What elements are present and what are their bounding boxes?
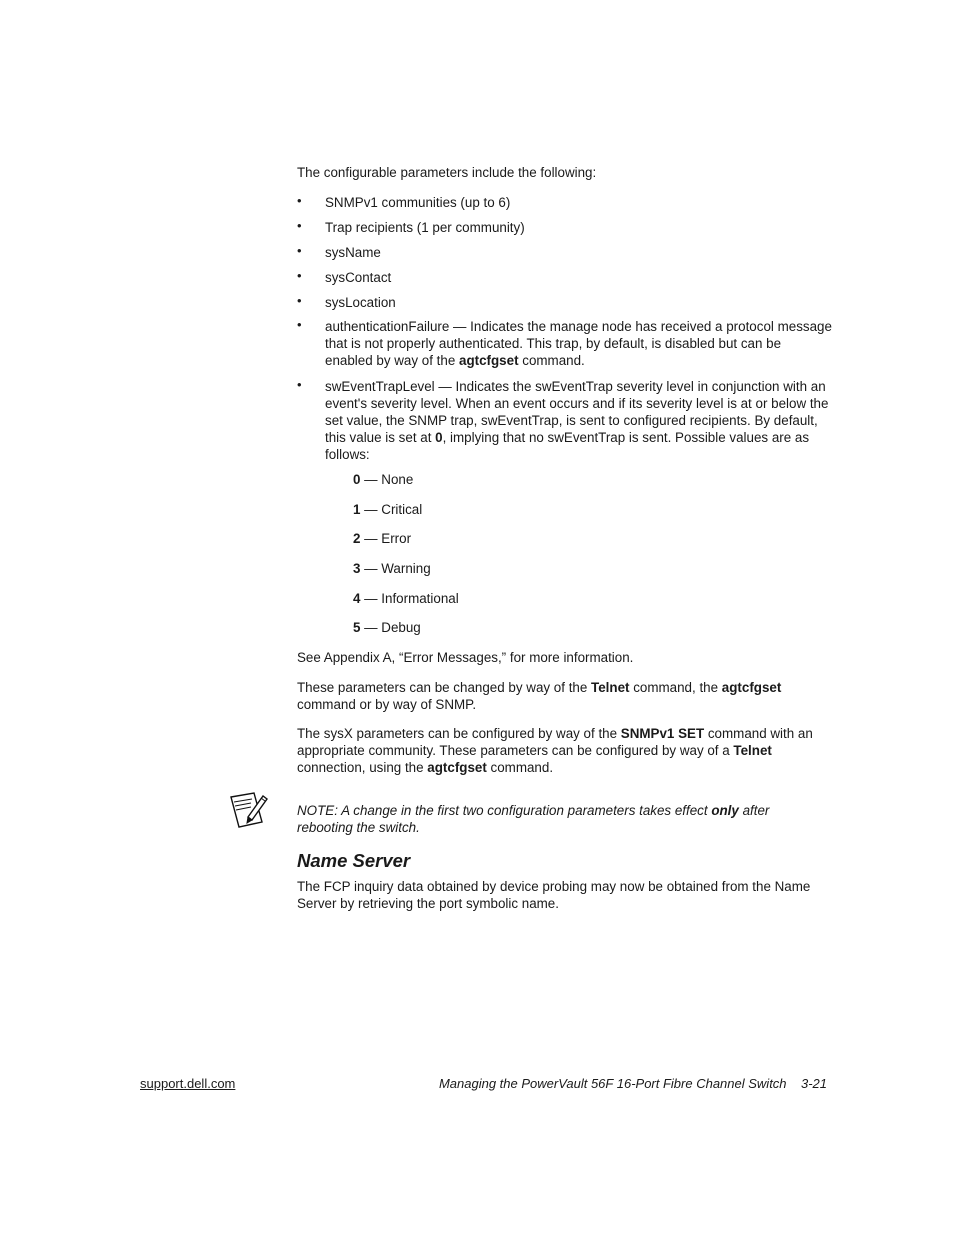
list-item: • authenticationFailure — Indicates the manage node has received a protocol message that is not properly authenticated. This trap, by default, is disabled but can be enabled by way of the agtcfgset command.: [297, 317, 832, 368]
bullet-icon: •: [297, 317, 302, 332]
list-item: • swEventTrapLevel — Indicates the swEventTrap severity level in conjunction with an event's severity level. When an event occurs and if its severity level is at or below the set value, the SNMP trap, swEventTrap, is sent to configured recipients. By default, this value is set at 0, implying that no swEventTrap is sent. Possible values are as follows:: [297, 377, 829, 462]
section-body: The FCP inquiry data obtained by device probing may now be obtained from the Name Server by retrieving the port symbolic name.: [297, 879, 811, 911]
intro-paragraph: The configurable parameters include the following:: [297, 165, 597, 180]
severity-level-item: 5 — Debug: [353, 620, 421, 635]
bullet-icon: •: [297, 243, 302, 258]
support-link[interactable]: support.dell.com: [140, 1076, 236, 1091]
note-pencil-icon: [228, 790, 270, 830]
section-heading: Name Server: [297, 850, 411, 871]
bullet-icon: •: [297, 218, 302, 233]
bullet-icon: •: [297, 293, 302, 308]
list-item: • sysLocation: [297, 293, 396, 310]
bullet-icon: •: [297, 193, 302, 208]
list-item: • sysName: [297, 243, 381, 260]
appendix-reference: See Appendix A, “Error Messages,” for more information.: [297, 650, 634, 665]
note-text: NOTE: A change in the first two configuration parameters takes effect only after rebooting the switch.: [297, 803, 770, 836]
footer-title: Managing the PowerVault 56F 16-Port Fibre Channel Switch 3-21: [438, 1076, 827, 1091]
bullet-icon: •: [297, 377, 302, 392]
severity-level-item: 0 — None: [353, 472, 414, 487]
severity-level-item: 3 — Warning: [353, 561, 431, 576]
severity-level-item: 2 — Error: [353, 531, 412, 546]
change-paragraph: These parameters can be changed by way of the Telnet command, the agtcfgset command or by way of SNMP.: [297, 680, 782, 712]
list-item: • sysContact: [297, 268, 392, 285]
list-item: • SNMPv1 communities (up to 6): [297, 193, 511, 210]
severity-level-item: 1 — Critical: [353, 502, 423, 517]
bullet-icon: •: [297, 268, 302, 283]
list-item: • Trap recipients (1 per community): [297, 218, 525, 235]
severity-level-item: 4 — Informational: [353, 591, 459, 606]
sysx-paragraph: The sysX parameters can be configured by way of the SNMPv1 SET command with an appropriate community. These parameters can be configured by way of a Telnet connection, using the agtcfgset command.: [297, 726, 813, 775]
